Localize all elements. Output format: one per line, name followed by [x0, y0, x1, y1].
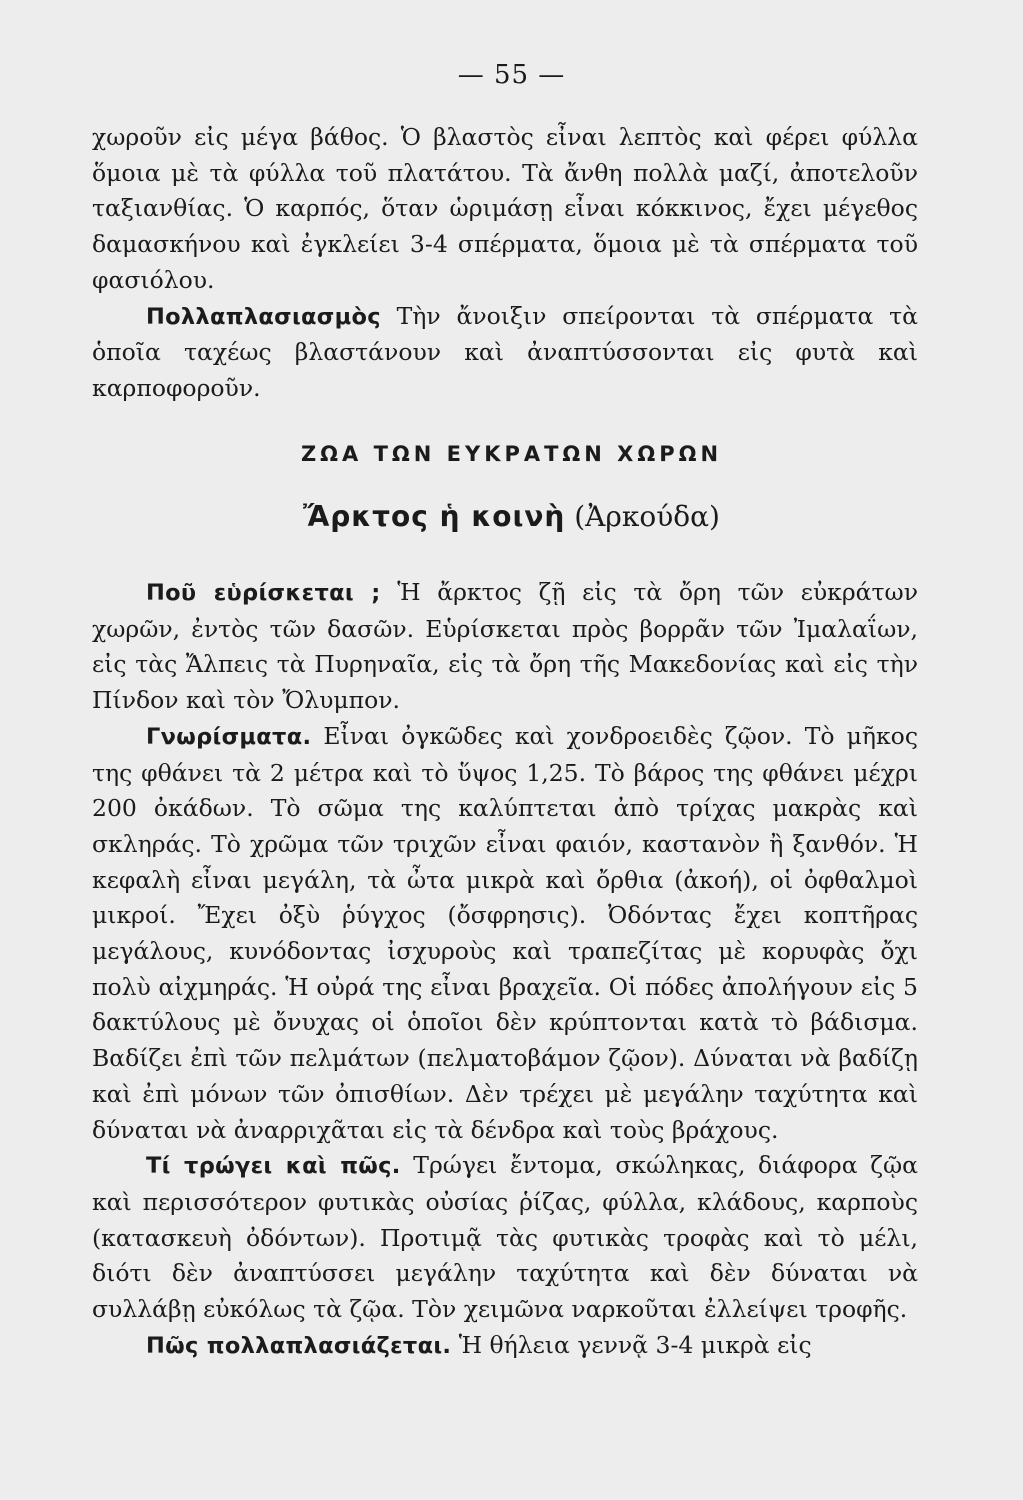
bear-text-block	[92, 575, 918, 1364]
multiplication-paragraph	[92, 299, 918, 407]
multiplication-heading: Πολλαπλασιασμὸς	[146, 303, 381, 330]
paragraph-diet	[92, 1148, 918, 1328]
intro-paragraph: χωροῦν εἰς μέγα βάθος. Ὁ βλαστὸς εἶναι λεπτὸς καὶ φέρει φύλλα ὅμοια μὲ τὰ φύλλα τοῦ πλατάτου. Τὰ ἄνθη πολλὰ μαζί, ἀποτελοῦν ταξιανθίας. Ὁ καρπός, ὅταν ὡριμάσῃ εἶναι κόκκινος, ἔχει μέγεθος δαμασκήνου καὶ ἐγκλείει 3-4 σπέρματα, ὅμοια μὲ τὰ σπέρματα τοῦ φασιόλου.	[92, 123, 918, 294]
diet-heading: Τί τρώγει καὶ πῶς.	[146, 1153, 401, 1180]
subsection-name: Ἄρκτος ἡ κοινὴ	[303, 500, 566, 533]
features-text: Εἶναι ὀγκῶδες καὶ χονδροειδὲς ζῷον. Τὸ μῆκος της φθάνει τὰ 2 μέτρα καὶ τὸ ὕψος 1,25. Τὸ βάρος της φθάνει μέχρι 200 ὀκάδων. Τὸ σῶμα της καλύπτεται ἀπὸ τρίχας μακρὰς καὶ σκληράς. Τὸ χρῶμα τῶν τριχῶν εἶναι φαιόν, καστανὸν ἢ ξανθόν. Ἡ κεφαλὴ εἶναι μεγάλη, τὰ ὦτα μικρὰ καὶ ὄρθια (ἀκοή), οἱ ὀφθαλμοὶ μικροί. Ἔχει ὀξὺ ῥύγχος (ὄσφρησις). Ὀδόντας ἔχει κοπτῆρας μεγάλους, κυνόδοντας ἰσχυροὺς καὶ τραπεζίτας μὲ κορυφὰς ὄχι πολὺ αἰχμηράς. Ἡ οὐρά της εἶναι βραχεῖα. Οἱ πόδες ἀπολήγουν εἰς 5 δακτύλους μὲ ὄνυχας οἱ ὁποῖοι δὲν κρύπτονται κατὰ τὸ βάδισμα. Βαδίζει ἐπὶ τῶν πελμάτων (πελματοβάμον ζῷον). Δύναται νὰ βαδίζῃ καὶ ἐπὶ μόνων τῶν ὀπισθίων. Δὲν τρέχει μὲ μεγάλην ταχύτητα καὶ δύναται νὰ ἀναρριχᾶται εἰς τὰ δένδρα καὶ τοὺς βράχους.	[92, 721, 918, 1144]
diet-text: Τρώγει ἔντομα, σκώληκας, διάφορα ζῷα καὶ περισσότερον φυτικὰς οὐσίας ῥίζας, φύλλα, κλάδους, καρποὺς (κατασκευὴ ὀδόντων). Προτιμᾷ τὰς φυτικὰς τροφὰς καὶ τὸ μέλι, διότι δὲν ἀναπτύσσει μεγάλην ταχύτητα καὶ δὲν δύναται νὰ συλλάβῃ εὐκόλως τὰ ζῷα. Τὸν χειμῶνα ναρκοῦται ἐλλείψει τροφῆς.	[92, 1151, 918, 1324]
subsection-common-name: (Ἀρκούδα)	[565, 500, 720, 533]
habitat-heading: Ποῦ εὑρίσκεται ;	[146, 580, 381, 606]
multiplication-text: Τὴν ἄνοιξιν σπείρονται τὰ σπέρματα τὰ ὁποῖα ταχέως βλαστάνουν καὶ ἀναπτύσσονται εἰς φυτὰ καὶ καρποφοροῦν.	[92, 301, 918, 402]
paragraph-reproduction	[92, 1328, 918, 1365]
features-heading: Γνωρίσματα.	[146, 723, 312, 750]
page-number: — 55 —	[457, 60, 566, 90]
subsection-title	[0, 500, 1023, 533]
paragraph-habitat	[92, 575, 918, 719]
habitat-text: Ἡ ἄρκτος ζῇ εἰς τὰ ὄρη τῶν εὐκράτων χωρῶν, ἐντὸς τῶν δασῶν. Εὑρίσκεται πρὸς βορρᾶν τῶν Ἰμαλαΐων, εἰς τὰς Ἄλπεις τὰ Πυρηναῖα, εἰς τὰ ὄρη τῆς Μακεδονίας καὶ εἰς τὴν Πίνδον καὶ τὸν Ὄλυμπον.	[92, 578, 918, 715]
reproduction-heading: Πῶς πολλαπλασιάζεται.	[146, 1332, 452, 1359]
section-title: ΖΩΑ ΤΩΝ ΕΥΚΡΑΤΩΝ ΧΩΡΩΝ	[300, 442, 723, 466]
paragraph-features	[92, 719, 918, 1148]
reproduction-text: Ἡ θήλεια γεννᾷ 3-4 μικρὰ εἰς	[451, 1330, 812, 1359]
intro-text-block	[92, 120, 918, 407]
